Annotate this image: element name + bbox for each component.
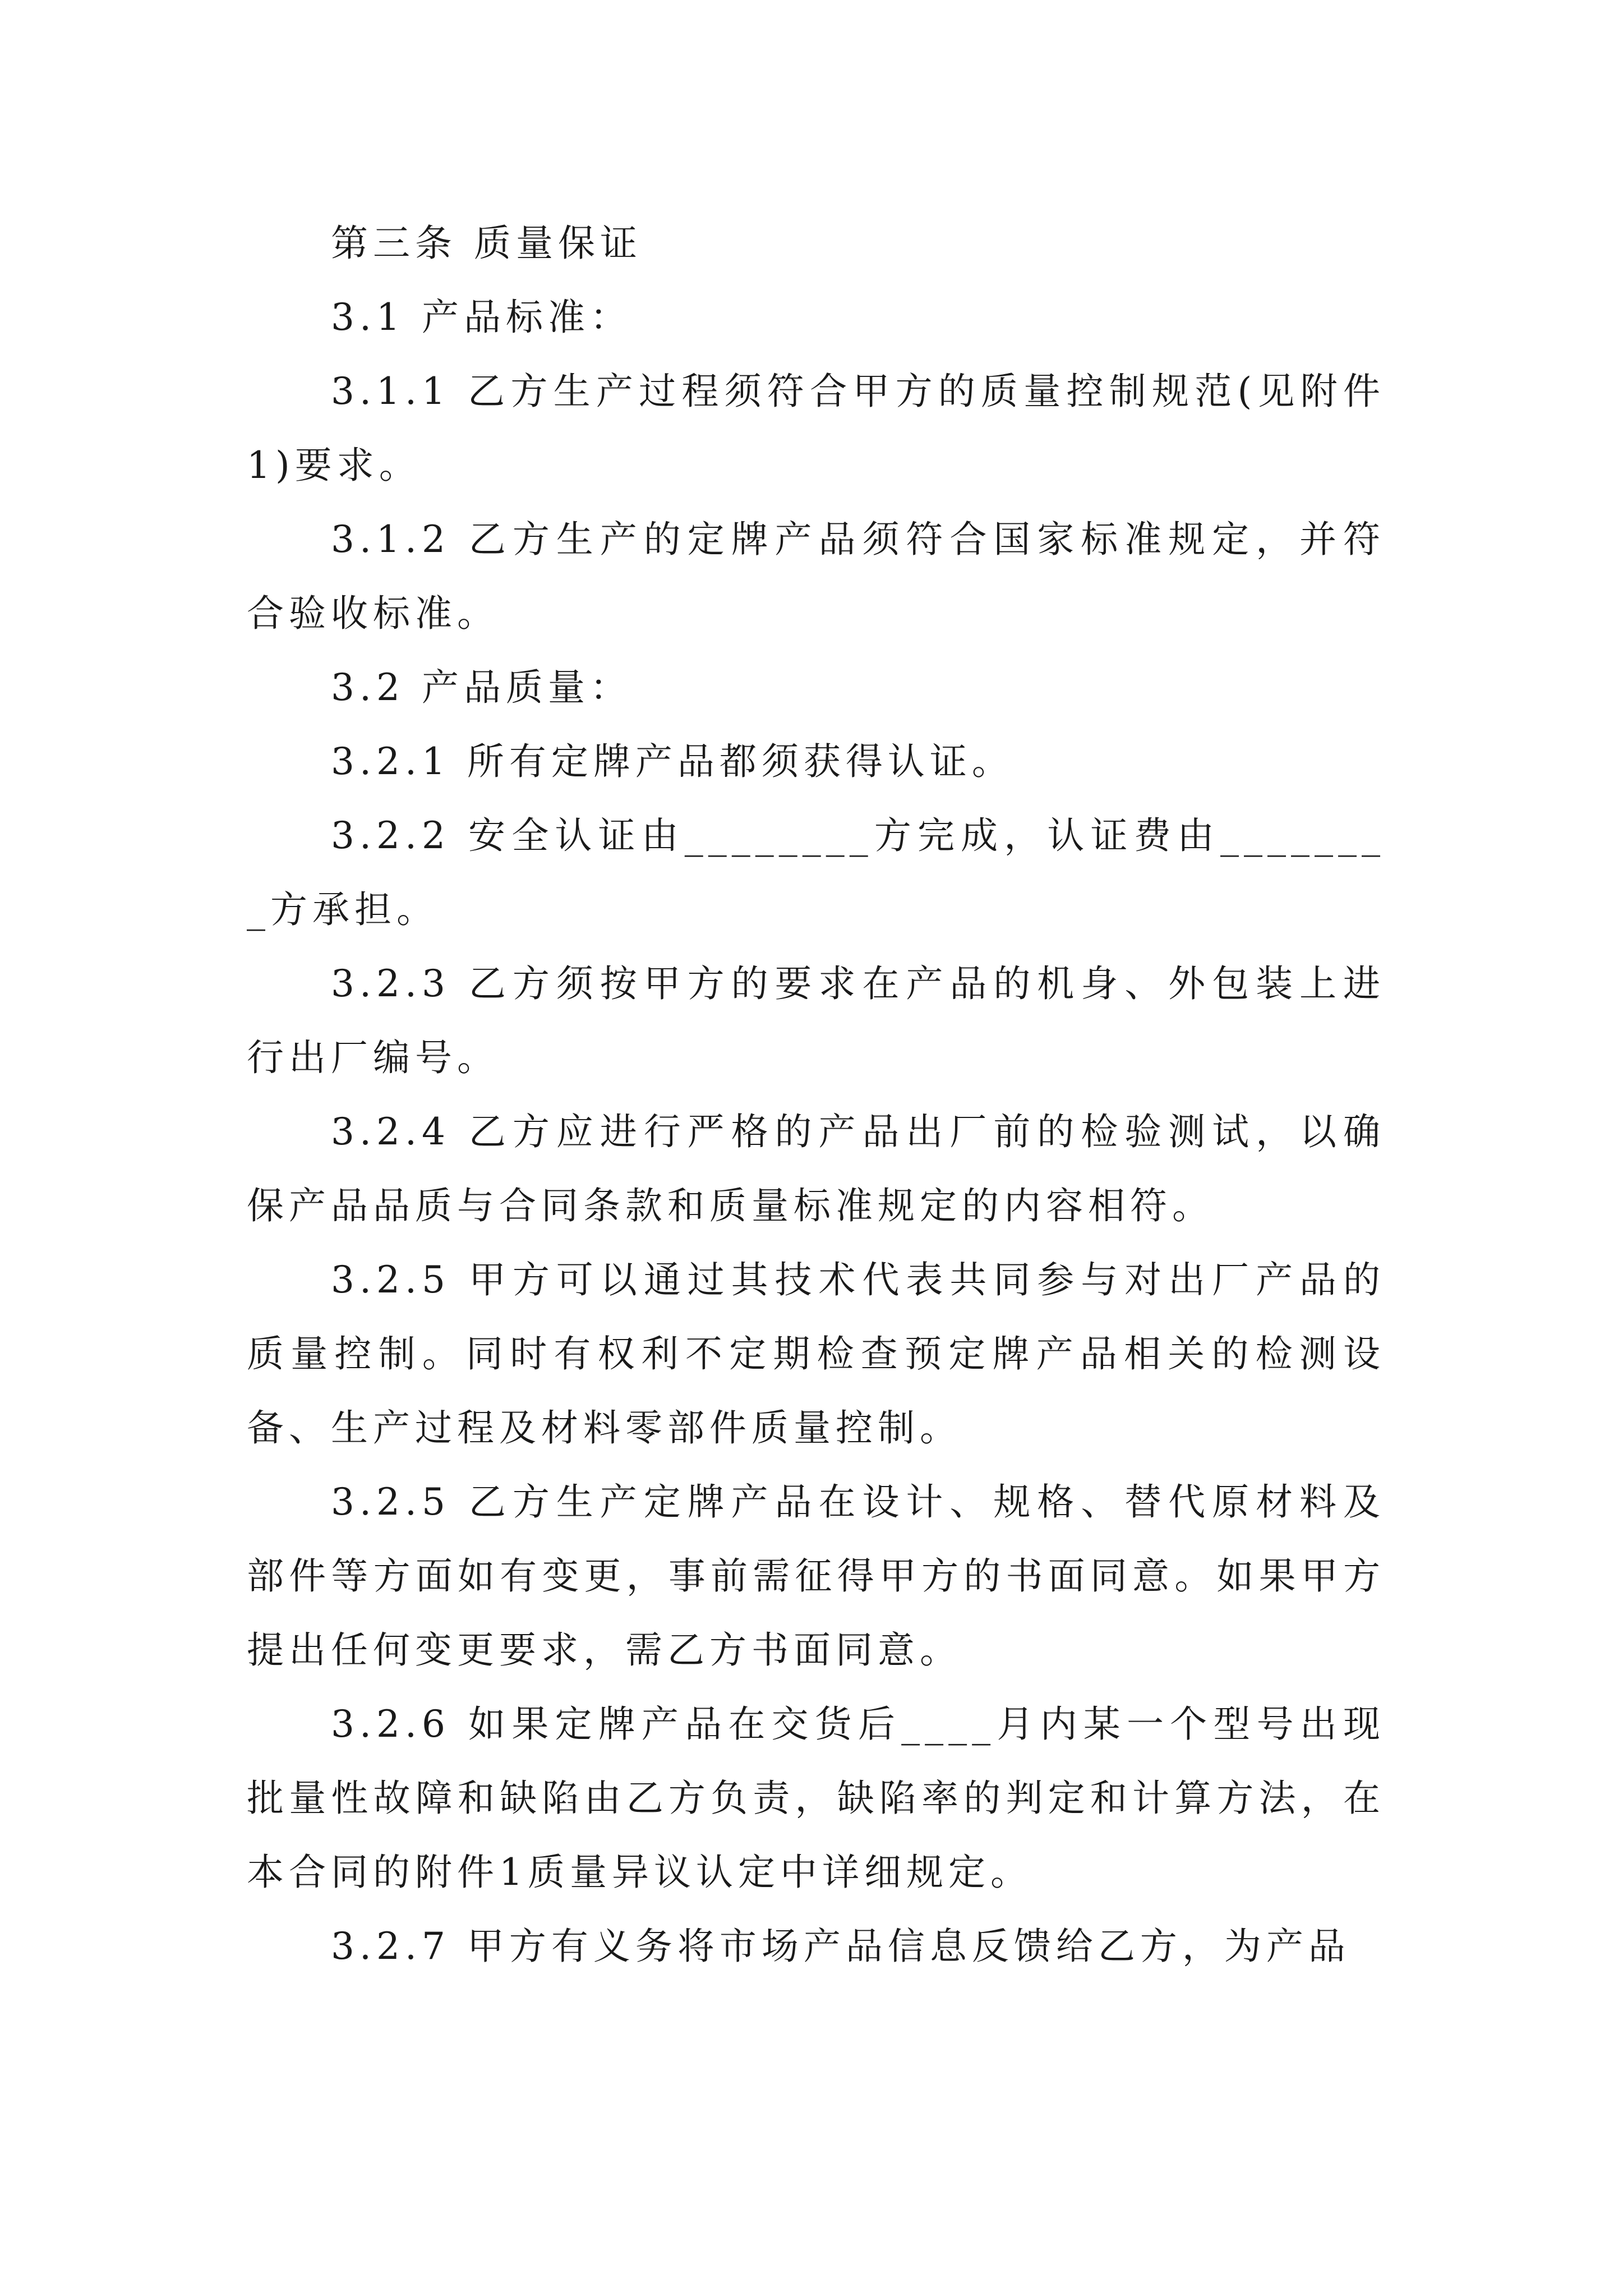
clause-3-2-3: 3.2.3 乙方须按甲方的要求在产品的机身、外包装上进行出厂编号。 [247,962,1385,1079]
clause-3-2-5-a: 3.2.5 甲方可以通过其技术代表共同参与对出厂产品的质量控制。同时有权利不定期检查预定牌产品相关的检测设备、生产过程及材料零部件质量控制。 [247,1258,1385,1450]
clause-3-1-2: 3.1.2 乙方生产的定牌产品须符合国家标准规定，并符合验收标准。 [247,518,1385,635]
clause-3-2-1: 3.2.1 所有定牌产品都须获得认证。 [331,740,1014,783]
section-heading-3-2: 3.2 产品质量： [331,666,632,709]
document-body [247,206,1385,1984]
clause-3-2-6: 3.2.6 如果定牌产品在交货后____月内某一个型号出现批量性故障和缺陷由乙方负责，缺陷率的判定和计算方法，在本合同的附件1质量异议认定中详细规定。 [247,1703,1385,1894]
clause-3-2-5-b: 3.2.5 乙方生产定牌产品在设计、规格、替代原材料及部件等方面如有变更，事前需征得甲方的书面同意。如果甲方提出任何变更要求，需乙方书面同意。 [247,1480,1385,1672]
clause-3-2-4: 3.2.4 乙方应进行严格的产品出厂前的检验测试，以确保产品品质与合同条款和质量标准规定的内容相符。 [247,1110,1385,1227]
clause-3-2-2: 3.2.2 安全认证由________方完成，认证费由________方承担。 [247,814,1385,931]
article-heading: 第三条 质量保证 [331,222,642,265]
clause-3-1-1: 3.1.1 乙方生产过程须符合甲方的质量控制规范(见附件1)要求。 [247,370,1385,487]
section-heading-3-1: 3.1 产品标准： [331,296,632,339]
clause-3-2-7: 3.2.7 甲方有义务将市场产品信息反馈给乙方，为产品 [331,1925,1350,1968]
